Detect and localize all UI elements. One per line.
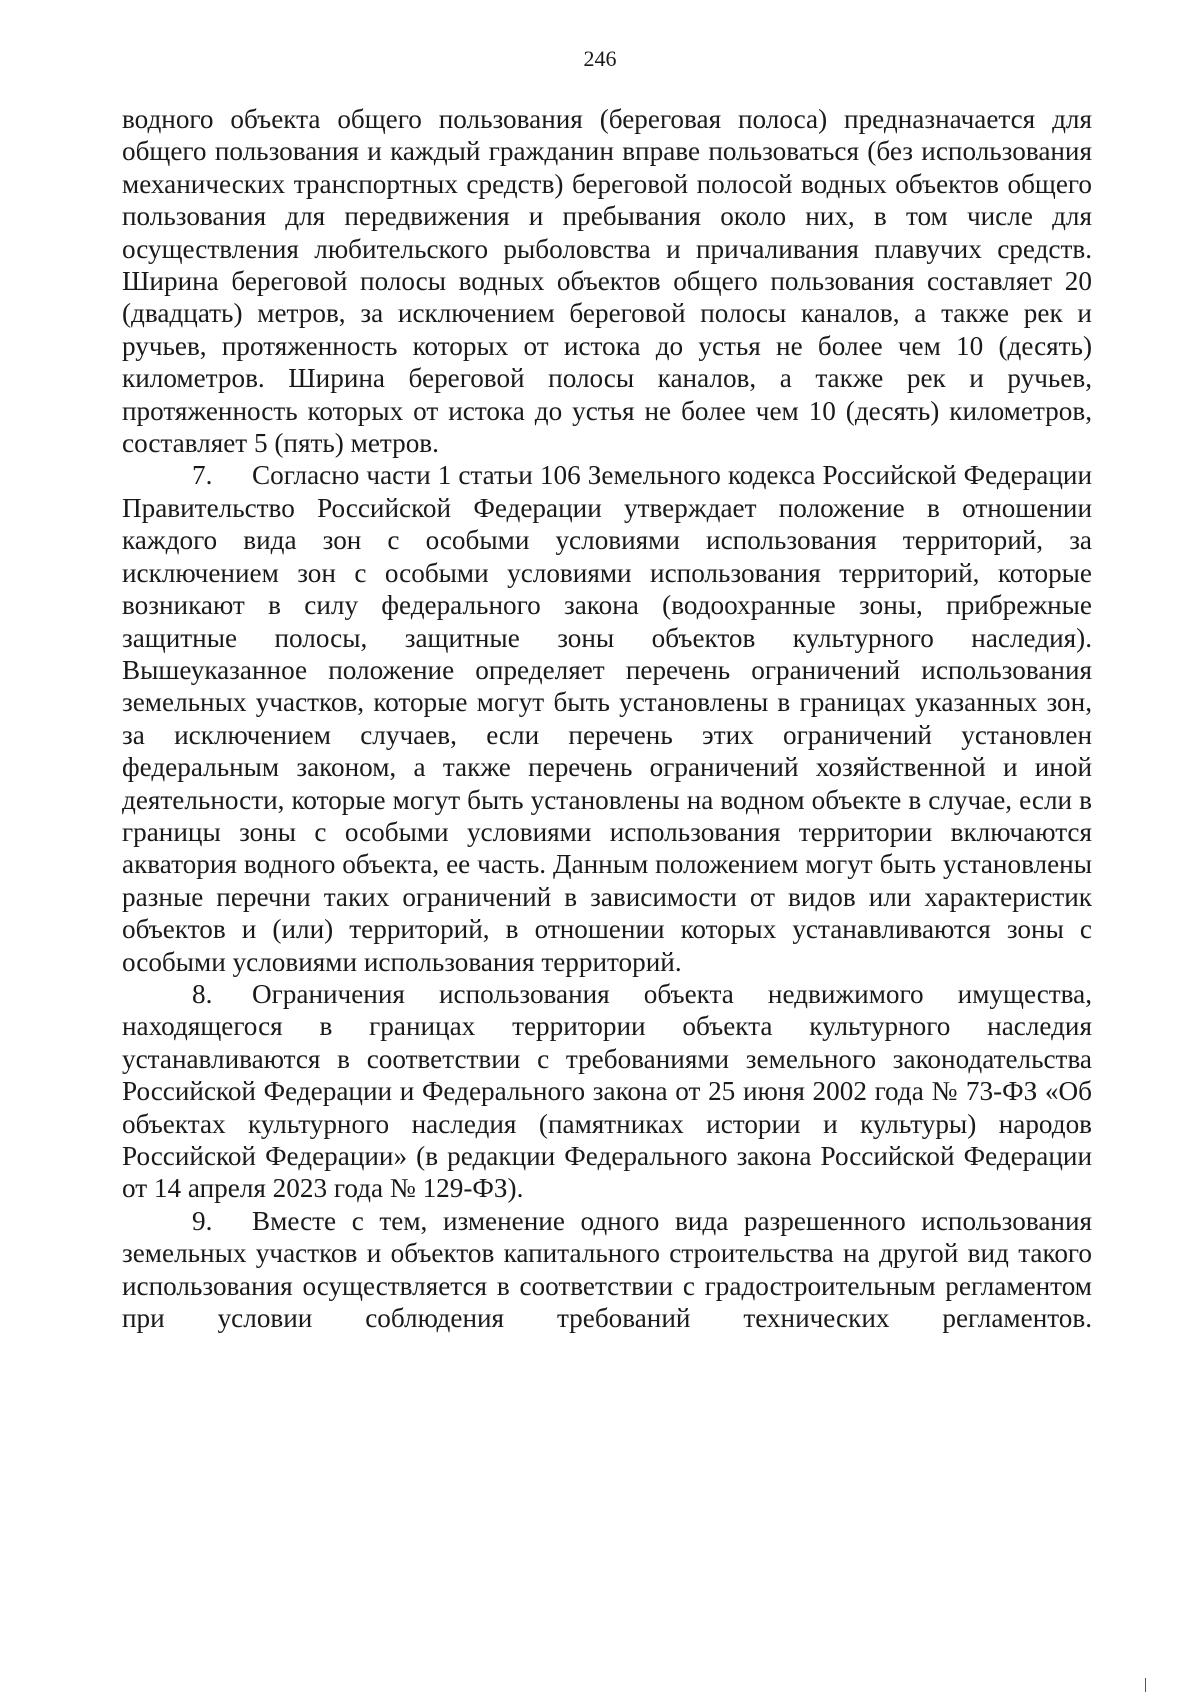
paragraph-7-number: 7. <box>192 460 213 491</box>
scan-edge-mark <box>1145 1678 1146 1692</box>
paragraph-continuation: водного объекта общего пользования (береговая полоса) предназначается для общего пользования и каждый гражданин вправе пользоваться (без использования механических транспортных средств) береговой полосой водных объектов общего пользования для передвижения и пребывания около них, в том числе для осуществления любительского рыболовства и причаливания плавучих средств. Ширина береговой полосы водных объектов общего пользования составляет 20 (двадцать) метров, за исключением береговой полосы каналов, а также рек и ручьев, протяженность которых от истока до устья не более чем 10 (десять) километров. Ширина береговой полосы каналов, а также рек и ручьев, протяженность которых от истока до устья не более чем 10 (десять) километров, составляет 5 (пять) метров. <box>122 104 1092 459</box>
paragraph-8-number: 8. <box>192 978 213 1009</box>
paragraph-7-text: Согласно части 1 статьи 106 Земельного кодекса Российской Федерации Правительство Российской Федерации утверждает положение в отношении каждого вида зон с особыми условиями использования территорий, за исключением зон с особыми условиями использования территорий, которые возникают в силу федерального закона (водоохранные зоны, прибрежные защитные полосы, защитные зоны объектов культурного наследия). Вышеуказанное положение определяет перечень ограничений использования земельных участков, которые могут быть установлены в границах указанных зон, за исключением случаев, если перечень этих ограничений установлен федеральным законом, а также перечень ограничений хозяйственной и иной деятельности, которые могут быть установлены на водном объекте в случае, если в границы зоны с особыми условиями использования территории включаются акватория водного объекта, ее часть. Данным положением могут быть установлены разные перечни таких ограничений в зависимости от видов или характеристик объектов и (или) территорий, в отношении которых устанавливаются зоны с особыми условиями использования территорий. <box>122 460 1092 977</box>
paragraph-8 <box>122 978 1092 1205</box>
paragraph-9-text: Вместе с тем, изменение одного вида разрешенного использования земельных участков и объектов капитального строительства на другой вид такого использования осуществляется в соответствии с градостроительным регламентом при условии соблюдения требований технических регламентов. <box>122 1205 1092 1334</box>
paragraph-7 <box>122 459 1092 978</box>
paragraph-9 <box>122 1205 1092 1335</box>
page-number: 246 <box>583 46 617 71</box>
document-body <box>122 103 1092 1334</box>
paragraph-9-number: 9. <box>192 1205 213 1236</box>
paragraph-8-text: Ограничения использования объекта недвижимого имущества, находящегося в границах территории объекта культурного наследия устанавливаются в соответствии с требованиями земельного законодательства Российской Федерации и Федерального закона от 25 июня 2002 года № 73-ФЗ «Об объектах культурного наследия (памятниках истории и культуры) народов Российской Федерации» (в редакции Федерального закона Российской Федерации от 14 апреля 2023 года № 129-ФЗ). <box>122 978 1092 1204</box>
